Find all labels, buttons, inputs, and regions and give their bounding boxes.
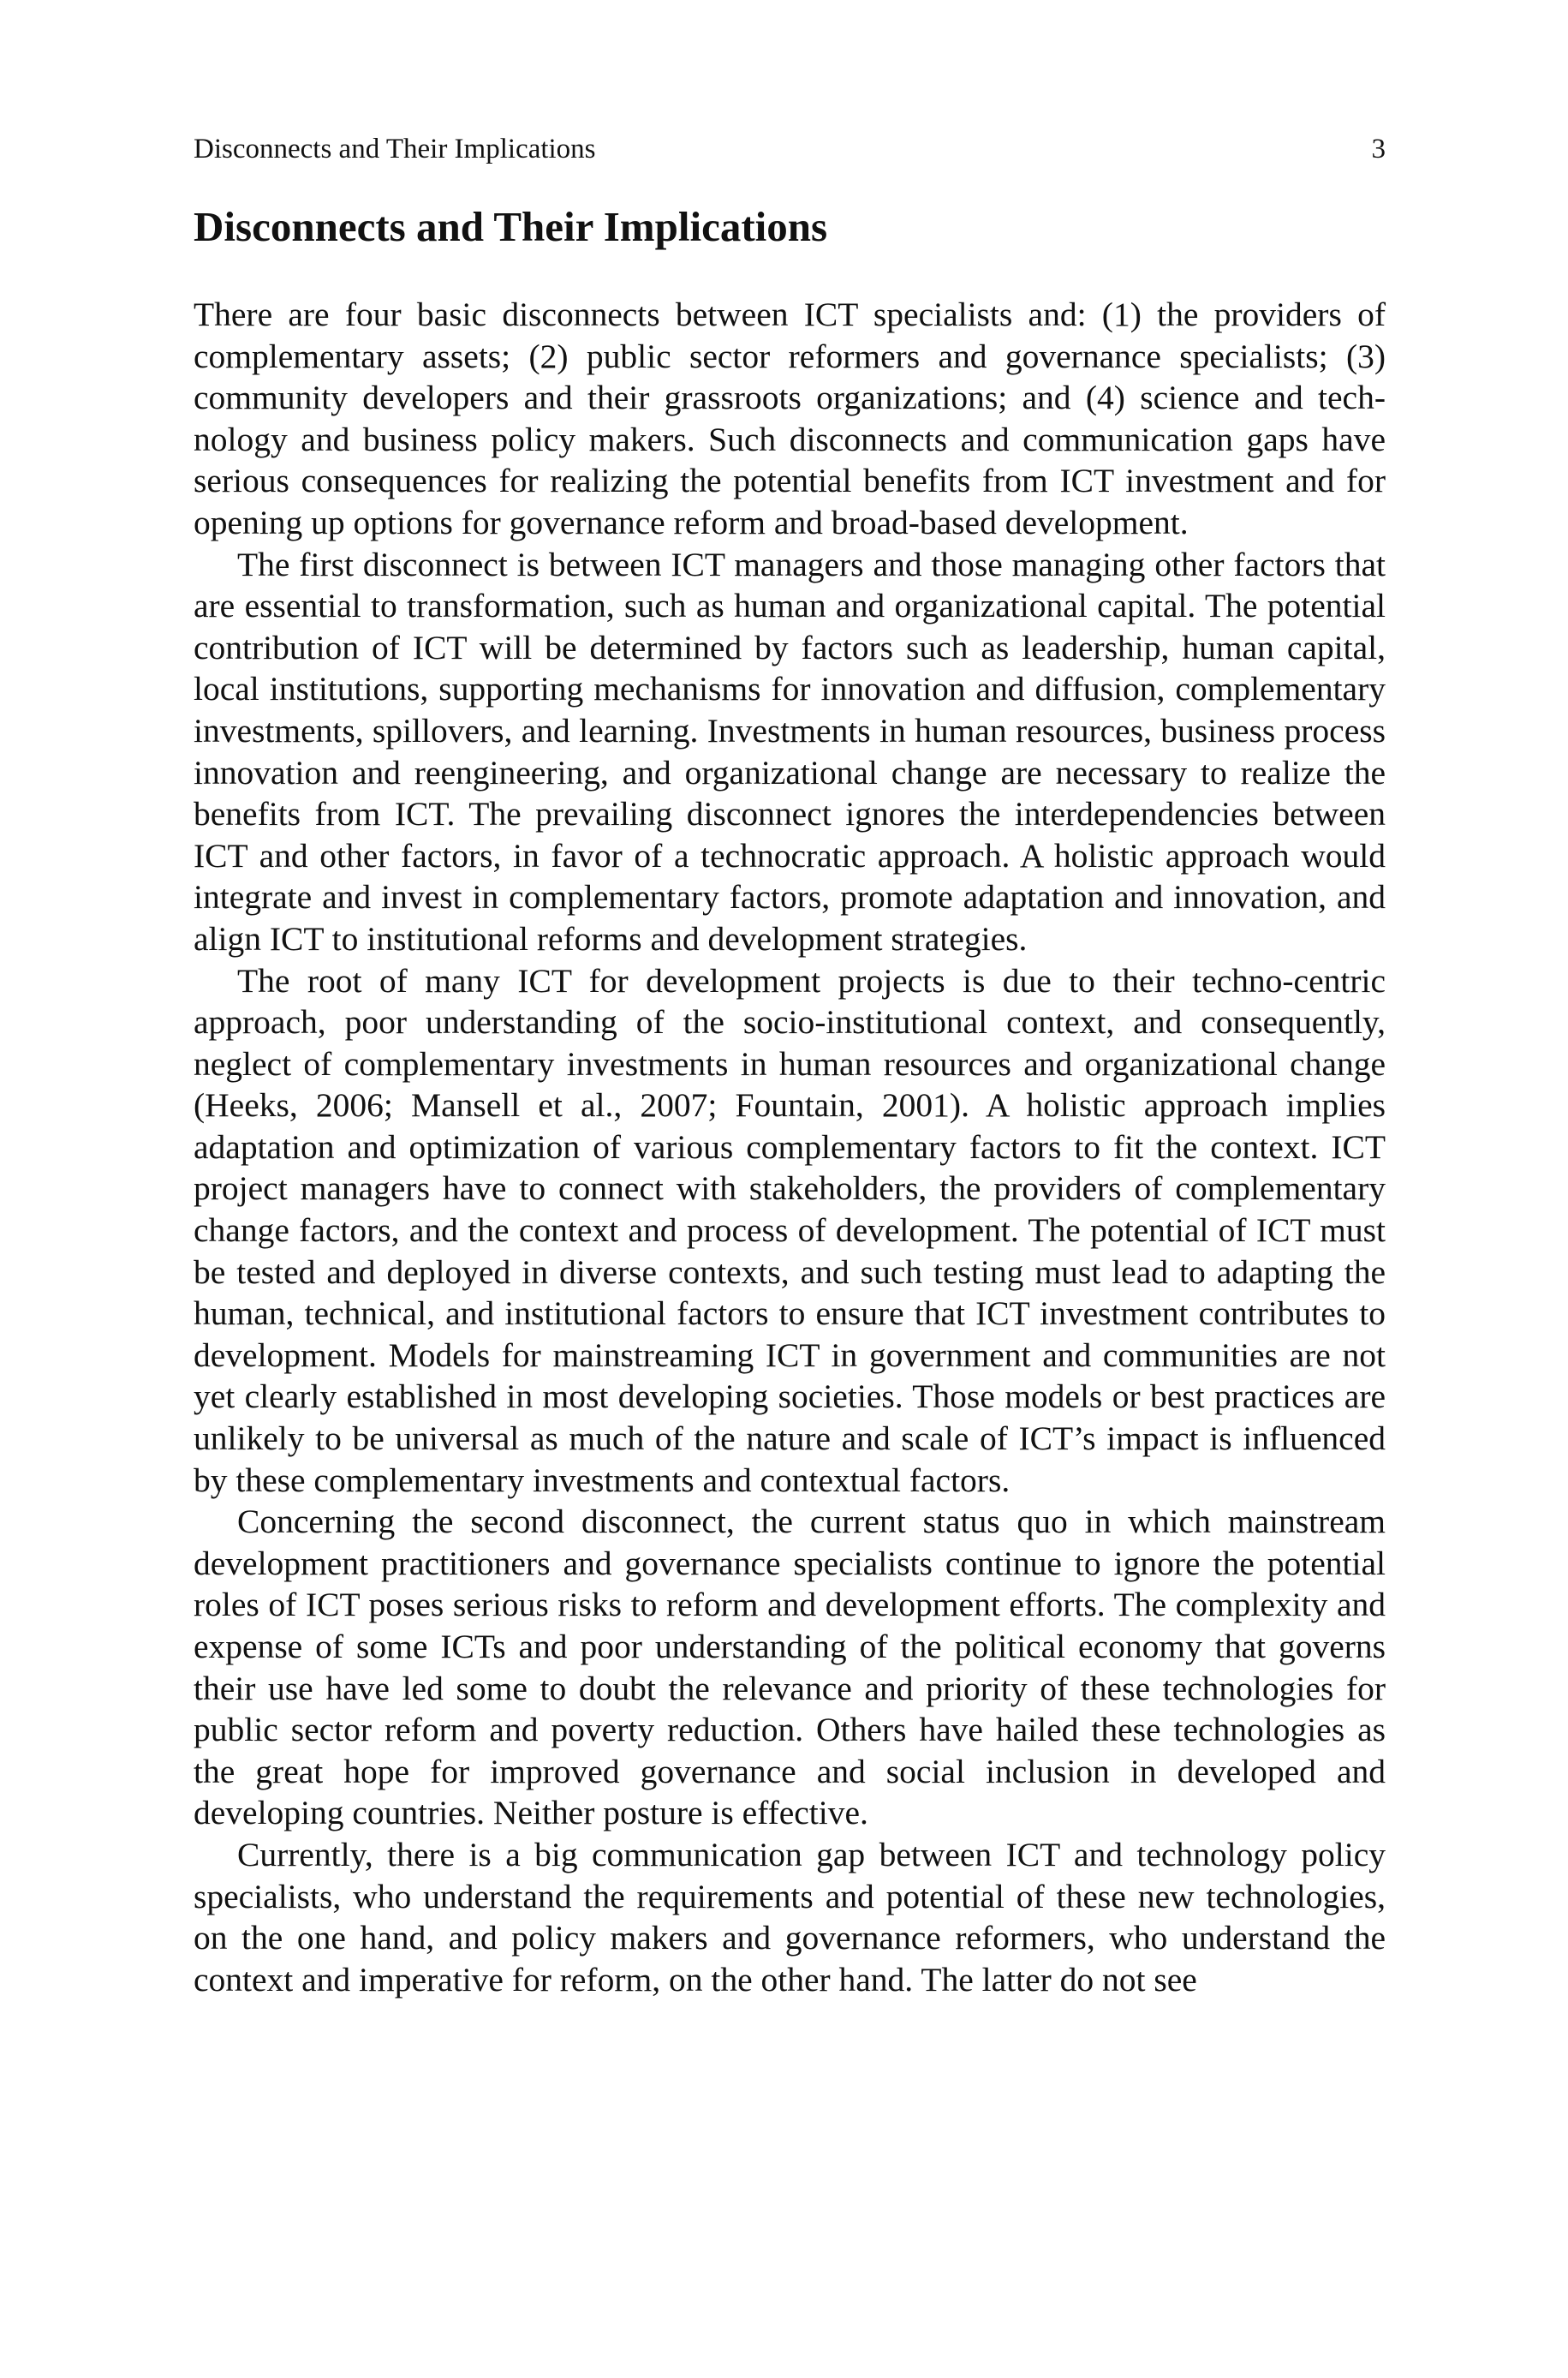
page-number: 3	[1371, 134, 1386, 164]
paragraph: Currently, there is a big communication gap between ICT and technology policy specialists, who understand the requirements and potential of these new technologies, on the one hand, and policy makers and governance reformers, who understand the context and imperative for reform, on the other hand. The latter do not see	[194, 1835, 1386, 1999]
paragraph: The first disconnect is between ICT managers and those managing other factors that are essential to transformation, such as human and organizational capital. The potential contribution of ICT will be determined by factors such as leadership, human capital, local institutions, supporting mechanisms for innovation and diffusion, complementary investments, spillovers, and learning. Investments in human resources, business process innovation and reengineering, and organizational change are necessary to realize the benefits from ICT. The prevailing disconnect ignores the interdependencies between ICT and other factors, in favor of a technocratic approach. A holistic approach would integrate and invest in complementary factors, promote adaptation and innovation, and align ICT to institutional reforms and development strategies.	[194, 545, 1386, 958]
section-heading: Disconnects and Their Implications	[194, 203, 828, 250]
paragraph: Concerning the second disconnect, the current status quo in which mainstream development practitioners and governance specialists continue to ignore the potential roles of ICT poses serious risks to reform and development efforts. The complexity and expense of some ICTs and poor understanding of the political economy that governs their use have led some to doubt the relevance and priority of these technologies for public sector reform and poverty reduction. Others have hailed these technologies as the great hope for improved governance and social inclusion in developed and developing countries. Neither posture is effective.	[194, 1503, 1386, 1832]
body-text	[194, 294, 1386, 2000]
paragraph: There are four basic disconnects between ICT specialists and: (1) the providers of complementary assets; (2) public sector reformers and governance specialists; (3) community developers and their grassroots organizations; and (4) science and technology and business policy makers. Such disconnects and communication gaps have serious consequences for realizing the potential benefits from ICT investment and for opening up options for governance reform and broad-based development.	[194, 296, 1386, 541]
running-head-title: Disconnects and Their Implications	[194, 134, 596, 164]
running-head	[194, 132, 1386, 166]
paragraph: The root of many ICT for development projects is due to their techno-centric approach, poor understanding of the socio-institutional context, and consequently, neglect of complementary investments in human resources and organizational change (Heeks, 2006; Mansell et al., 2007; Fountain, 2001). A holistic approach implies adaptation and optimization of various complementary factors to fit the context. ICT project managers have to connect with stakeholders, the providers of complementary change factors, and the context and process of development. The potential of ICT must be tested and deployed in diverse contexts, and such testing must lead to adapting the human, technical, and institutional factors to ensure that ICT investment contributes to development. Models for mainstreaming ICT in government and communities are not yet clearly established in most developing societies. Those models or best practices are unlikely to be universal as much of the nature and scale of ICT’s impact is influenced by these complementary investments and contextual factors.	[194, 961, 1386, 1499]
